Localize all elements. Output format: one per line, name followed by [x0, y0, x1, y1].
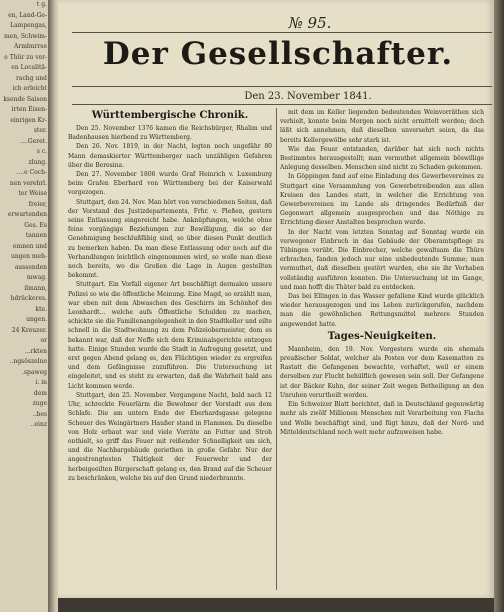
book-edge [494, 0, 504, 612]
previous-page-line: hdrückeres. [10, 295, 47, 302]
previous-page-line: .spaweg [22, 368, 47, 376]
previous-page-line: zlung. [28, 158, 47, 166]
section-heading-news: Tages-Neuigkeiten. [327, 330, 437, 342]
previous-page-line: erwartenden [7, 211, 47, 218]
previous-page-line: 24 Kreuzer. [11, 326, 47, 334]
previous-page-line: ter Weise [18, 190, 47, 197]
previous-page-line: en Localitä- [11, 64, 47, 71]
previous-page-line: ksende Saison [3, 95, 47, 103]
article-paragraph: In der Nacht vom letzten Sonntag auf Sonntag wurde ein verwegener Einbruch in das Gebäude der Oberamtspflege zu Tübingen verübt. Die Einbrecher, welche gewaltsam die Thüre erbrachen, fanden jedoch nur eine unbedeutende Summe; man vermuthet, daß dieselben gestört wurden, ehe sie ihr Vorhaben vollständig ausführen konnten. Die Untersuchung ist im Gange, und man hofft die Thäter bald zu entdecken. [280, 228, 484, 291]
book-bottom [58, 598, 494, 612]
previous-page-line: Armbnrrse [14, 43, 47, 50]
previous-page-line: ...rkten [24, 347, 47, 355]
news-paragraph: Ein Schweizer Blatt berichtet, daß in Deutschland gegenwärtig mehr als zwölf Millionen Menschen mit Verarbeitung von Flachs und Wolle beschäftigt sind, und fügt hinzu, daß der Nord- und Mitteldeutschland noch weit mehr aufzuweisen habe. [280, 401, 484, 436]
previous-page-line: rachg und [16, 74, 47, 82]
chronik-paragraph: Den 25. November 1376 kamen die Reichsbürger, Rhalim und Badenhausen hierbend zu Württemberg. [68, 125, 272, 142]
top-rule [72, 32, 492, 33]
previous-page-line: tannen [25, 232, 47, 239]
previous-page-line: ..ngsöszelne [9, 358, 47, 365]
previous-page-line: Ges. Es [24, 221, 47, 229]
previous-page-line: s c. [36, 148, 47, 155]
previous-page-line: emnen und [13, 242, 47, 250]
chronik-paragraph: Den 27. November 1806 wurde Graf Heinrich v. Luxemburg beim Grafen Eberhard von Württemberg bei der Kaiserwahl vorgezogen. [68, 171, 272, 197]
left-column [68, 108, 272, 483]
column-separator [276, 108, 277, 590]
chronik-paragraph: Stuttgart, den 24. Nov. Man hört von verschiedenen Seiten, daß der Vorstand des Justizdepartements, Frhr. v. Pleßen, gestern seine Entlassung eingereicht habe. Anknüpfungen, welche ohne feine vorgängige Beziehungen zur Bewilligung, die so der Genehmigung beschlußfähig sind, so über diesen Punkt deutlich zu bemerken haben. Da man diese Entlassung oder noch auf die Verhandlungen leichtlich eingenommen wird, so wolle man diese noch bereits, wo die Großen die Lage in Augen gestellten bekommt. [68, 198, 272, 280]
previous-page-line: kte. [35, 305, 47, 313]
previous-page-line: or [40, 337, 47, 344]
chronik-paragraph: Den 26. Nov. 1819, in der Nacht, legten noch ungefähr 80 Mann demaskierter Württemberger nach unzähligen Gefahren über die Beresina. [68, 143, 272, 169]
article-paragraph: Das bei Ellingen in das Wasser gefallene Kind wurde glücklich wieder herausgezogen und ins Leben zurückgerufen, nachdem man die gewöhnlichen Rettungsmittel mehrere Stunden angewendet hatte. [280, 293, 484, 328]
masthead-rule [72, 86, 492, 87]
previous-page-line: ....Geret. [20, 137, 47, 145]
newspaper-page [58, 0, 494, 598]
previous-page-line: en, Land-Ge- [8, 11, 47, 19]
news-paragraph: Mannheim, den 19. Nov. Vorgestern wurde ein ehemals preußischer Soldat, welcher als Posten vor dem Kasematten zu Rastatt die Gefangenen bewachte, verhaftet, weil er einem derselben zur Flucht behülflich gewesen sein soll. Der Gefangene ist der Bäcker Kuhn, der seiner Zeit wegen Betheiligung an den Unruhen verurtheilt worden. [280, 345, 484, 399]
article-paragraph: In Göppingen fand auf eine Einladung des Gewerbevereines zu Stuttgart eine Versammlung von Gewerbetreibenden aus allen Kreisen des Landes statt, in welcher die Errichtung von Gewerbevereinen im Lande als dringendes Bedürfniß der Gegenwart allgemein ausgesprochen und das Nöthige zu Errichtung dieser Anstalten besprochen wurde. [280, 173, 484, 227]
article-paragraph: mit dem im Keller liegenden bedeutenden Weinvorräthen sich verhielt, konnte beim Morgen noch nicht ermittelt werden; doch läßt sich annehmen, daß dieselben unversehrt seien, da das bereits Kellergewölbe sehr stark ist. [280, 109, 484, 144]
masthead-title: Der Gesellschafter. [102, 36, 454, 72]
right-column-body [280, 108, 484, 329]
previous-page-line: aussenden [14, 263, 47, 271]
previous-page-line: irten Eisen- [11, 106, 47, 113]
issue-number: № 95. [288, 14, 332, 32]
previous-page-line: ilmann, [24, 284, 47, 292]
chronik-paragraph: Stuttgart, den 25. November. Vergangene Nacht, bald nach 12 Uhr, schreckte Feuerlärm die Bewohner der Vorstadt aus dem Schlafe. Die am untern Ende der Eberhardsgasse gelegene Scheuer des Weingärtners Haußer stand in Flammen. Da dieselbe von Holz erbaut war und viele Vorräte an Futter und Stroh enthielt, so griff das Feuer mit reißender Schnelligkeit um sich, und die Nachbargebäude geriethen in große Gefahr. Nur der angestrengtesten Thätigkeit der Feuerwehr und der herbeigeeilten Bürgerschaft gelang es, den Brand auf die Scheuer zu beschränken, welche bis auf den Grund niederbrannte. [68, 391, 272, 482]
previous-page-line: men, Schwim- [3, 32, 47, 40]
previous-page-line: zuge [32, 400, 47, 407]
previous-page-line: ungen. [26, 316, 47, 323]
previous-page-line: freier, [28, 200, 47, 208]
left-column-body [68, 124, 272, 483]
previous-page-edge [0, 0, 50, 612]
chronik-paragraph: Stuttgart. Ein Vorfall eigener Art beschäftigt dermalen unsere Polizei so wie die öffentliche Meinung. Eine Magd, so erzählt man, war eben mit dem Abwaschen des Geschirrs im Schönhof des Leonhardt... welche aufs Öffentliche Schulden zu machen, schickte sie die Familienangelegenheit in den Stadtkeller und eilte schnell in die Stadtwohnung zu dem Polizeiobermeister, dem es bekannt war, daß der Neffe sich dem Kriminalsgerichte entzogen hatte. Einige Stunden wurde die Stadt in Aufregung gesetzt, und erst gegen Abend gelang es, den Flüchtigen wieder zu ergreifen und dem Gefängnisse zuzuführen. Die Untersuchung ist eingeleitet, und es steht zu erwarten, daß die Wahrheit bald ans Licht kommen werde. [68, 281, 272, 390]
date-line: Den 23. November 1841. [244, 91, 372, 102]
previous-page-line: ungen meh- [10, 253, 47, 260]
previous-page-line: Lampengas, [10, 22, 47, 29]
previous-page-line: ich erleicht [12, 85, 47, 92]
section-heading-chronik: Württembergische Chronik. [91, 110, 249, 121]
previous-page-line: ..einz [30, 421, 47, 428]
previous-page-line: nen verehrl. [9, 179, 47, 187]
article-paragraph: Wie das Feuer entstanden, darüber hat sich noch nichts Bestimmtes herausgestellt; man vermuthet allgemein böswillige Anlegung desselben. Menschen sind nicht zu Schaden gekommen. [280, 145, 484, 172]
previous-page-line: mwag. [26, 274, 47, 281]
previous-page-line: einrigen Kr- [10, 116, 47, 124]
previous-page-line: i. in [35, 379, 47, 386]
previous-page-line: ster. [33, 127, 47, 134]
right-column [280, 108, 484, 437]
news-body [280, 345, 484, 437]
previous-page-line: ....e Coch- [16, 169, 47, 176]
previous-page-line: ..bes [32, 410, 47, 418]
date-rule [72, 104, 492, 105]
previous-page-line: e Thür zu ver- [4, 53, 47, 61]
previous-page-line: dem [33, 389, 47, 397]
previous-page-line: t g. [36, 1, 47, 8]
